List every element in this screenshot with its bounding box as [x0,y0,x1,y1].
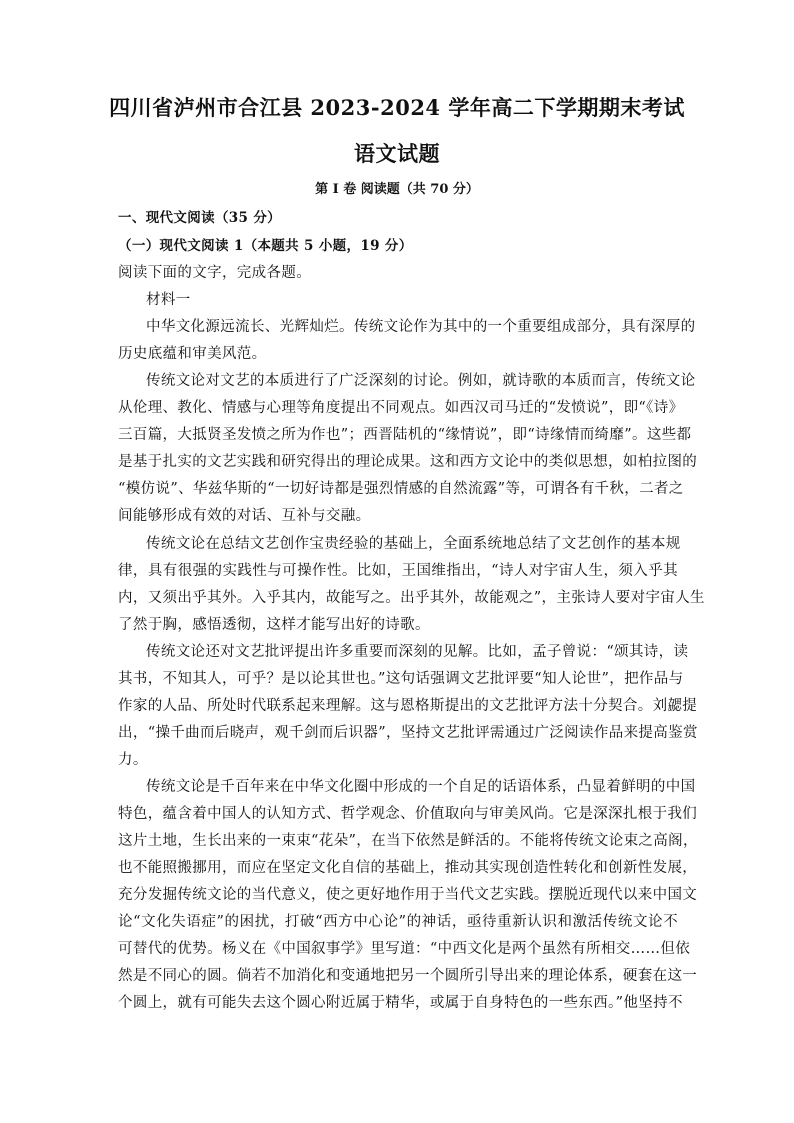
text-line: 间能够形成有效的对话、互补与交融。 [118,508,371,524]
text-line: 论“文化失语症”的困扰，打破“西方中心论”的神话，亟待重新认识和激活传统文论不 [118,914,678,930]
text-line: 历史底蕴和审美风范。 [118,346,267,362]
text-line: 力。 [118,752,148,768]
text-line: 然是不同心的圆。倘若不加消化和变通地把另一个圆所引导出来的理论体系，硬套在这一 [118,968,698,984]
text-line: 出，“操千曲而后晓声，观千剑而后识器”，坚持文艺批评需通过广泛阅读作品来提高鉴赏 [118,725,698,741]
text-line: 作家的人品、所处时代联系起来理解。这与恩格斯提出的文艺批评方法十分契合。刘勰提 [118,698,698,714]
text-line: 其书，不知其人，可乎？是以论其世也。”这句话强调文艺批评要“知人论世”，把作品与 [118,671,684,687]
material-label: 材料一 [146,292,191,308]
text-line: 也不能照搬挪用，而应在坚定文化自信的基础上，推动其实现创造性转化和创新性发展， [118,860,698,876]
text-line: 个圆上，就有可能失去这个圆心附近属于精华，或属于自身特色的一些东西。”他坚持不 [118,995,683,1011]
text-line: 内，又须出乎其外。入乎其内，故能写之。出乎其外，故能观之”，主张诗人要对宇宙人生 [118,590,705,606]
text-line: “模仿说”、华兹华斯的“一切好诗都是强烈情感的自然流露”等，可谓各有千秋，二者之 [118,481,684,497]
part-heading: 第 I 卷 阅读题（共 70 分） [315,182,479,197]
text-line: 从伦理、教化、情感与心理等角度提出不同观点。如西汉司马迁的“发愤说”，即“《诗》 [118,400,684,416]
text-line: 三百篇，大抵贤圣发愤之所为作也”；西晋陆机的“缘情说”，即“诗缘情而绮靡”。这些都 [118,427,692,443]
text-line: 是基于扎实的文艺实践和研究得出的理论成果。这和西方文论中的类似思想，如柏拉图的 [118,454,698,470]
text-line: 中华文化源远流长、光辉灿烂。传统文论作为其中的一个重要组成部分，具有深厚的 [146,319,696,335]
text-line: 传统文论对文艺的本质进行了广泛深刻的讨论。例如，就诗歌的本质而言，传统文论 [146,373,696,389]
text-line: 律，具有很强的实践性与可操作性。比如，王国维指出，“诗人对宇宙人生，须入乎其 [118,563,678,579]
text-line: 传统文论还对文艺批评提出许多重要而深刻的见解。比如，孟子曾说：“颂其诗，读 [146,644,689,660]
document-title: 四川省泸州市合江县 2023-2024 学年高二下学期期末考试 [109,95,685,120]
text-line: 充分发掘传统文论的当代意义，使之更好地作用于当代文艺实践。摆脱近现代以来中国文 [118,887,698,903]
text-line: 特色，蕴含着中国人的认知方式、哲学观念、价值取向与审美风尚。它是深深扎根于我们 [118,806,698,822]
text-line: 了然于胸，感悟透彻，这样才能写出好的诗歌。 [118,617,430,633]
document-subtitle: 语文试题 [354,141,440,166]
text-line: 这片土地，生长出来的一束束“花朵”，在当下依然是鲜活的。不能将传统文论束之高阁， [118,833,698,849]
instruction-text: 阅读下面的文字，完成各题。 [118,265,312,281]
text-line: 传统文论在总结文艺创作宝贵经验的基础上，全面系统地总结了文艺创作的基本规 [146,536,681,552]
subsection-heading: （一）现代文阅读 1（本题共 5 小题，19 分） [118,238,413,254]
text-line: 可替代的优势。杨义在《中国叙事学》里写道：“中西文化是两个虽然有所相交……但依 [118,941,691,957]
text-line: 传统文论是千百年来在中华文化圈中形成的一个自足的话语体系，凸显着鲜明的中国 [146,779,696,795]
section-heading: 一、现代文阅读（35 分） [118,210,282,226]
